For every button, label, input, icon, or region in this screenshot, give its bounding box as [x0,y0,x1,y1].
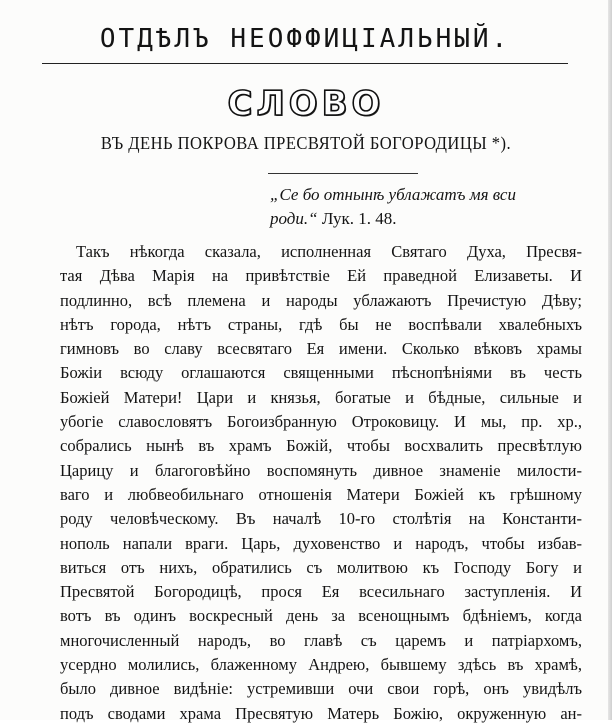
body-line: Пресвятой Богородицѣ, прося Ея всесильнаго заступленія. И [60,582,582,602]
body-line: ваго и любвеобильнаго отношенія Матери Божіей къ грѣшному [60,484,582,504]
body-line: Божіей Матери! Цари и князья, богатые и бѣдные, сильные и [60,387,582,407]
body-line: усердно молились, блаженному Андрею, бывшему здѣсь въ храмѣ, [60,655,582,675]
sermon-title: СЛОВО [227,84,385,124]
body-line: было дивное видѣніе: устремивши очи свои горѣ, онъ увидѣлъ [60,679,582,699]
body-line: виться отъ нихъ, обратились съ молитвою къ Господу Богу и [60,557,582,577]
body-line: многочисленный народъ, во главѣ съ царемъ и патріархомъ, [60,630,582,650]
body-line: нополь напали враги. Царь, духовенство и народъ, чтобы избав- [60,533,582,553]
body-line: Царицу и благоговѣйно воспомянуть дивное знаменіе милости- [60,460,582,480]
body-line: нѣтъ города, нѣтъ страны, гдѣ бы не воспѣвали хвалебныхъ [60,314,582,334]
body-line: убогіе славословятъ Богоизбранную Отроковицу. И мы, пр. хр., [60,412,582,432]
body-line: собрались нынѣ въ храмъ Божій, чтобы восхвалить пресвѣтлую [60,436,582,456]
epigraph-reference: Лук. 1. 48. [317,209,397,228]
body-line: подъ сводами храма Пресвятую Матерь Божію, окруженную ан- [60,703,582,723]
body-line: Такъ нѣкогда сказала, исполненная Святаго Духа, Пресвя- [76,242,582,261]
sermon-subtitle: ВЪ ДЕНЬ ПОКРОВА ПРЕСВЯТОЙ БОГОРОДИЦЫ *). [100,133,512,153]
epigraph [270,183,582,231]
separator-rule [268,173,418,174]
body-text [60,240,582,726]
body-line: гимновъ во славу всесвятаго Ея имени. Сколько вѣковъ храмы [60,339,582,359]
epigraph-line-2 [270,207,582,231]
body-line: вотъ въ одинъ воскресный день за всенощнымъ бдѣніемъ, когда [60,606,582,626]
header-rule [42,63,568,64]
body-line: роду человѣческому. Въ началѣ 10-го столѣтія на Константи- [60,509,582,529]
section-header: ОТДѢЛЪ НЕОФФИЦІАЛЬНЫЙ. [99,24,511,54]
body-line: тая Дѣва Марія на привѣтствіе Ей праведной Елизаветы. И [60,266,582,286]
body-line: Божіи всюду оглашаются священными пѣснопѣніями въ честь [60,363,582,383]
epigraph-line-2-italic: роди.“ [270,209,318,228]
body-line: подлинно, всѣ племена и народы ублажаютъ Пречистую Дѣву; [60,290,582,310]
epigraph-line-1: „Се бо отнынѣ ублажатъ мя вси [270,185,516,204]
